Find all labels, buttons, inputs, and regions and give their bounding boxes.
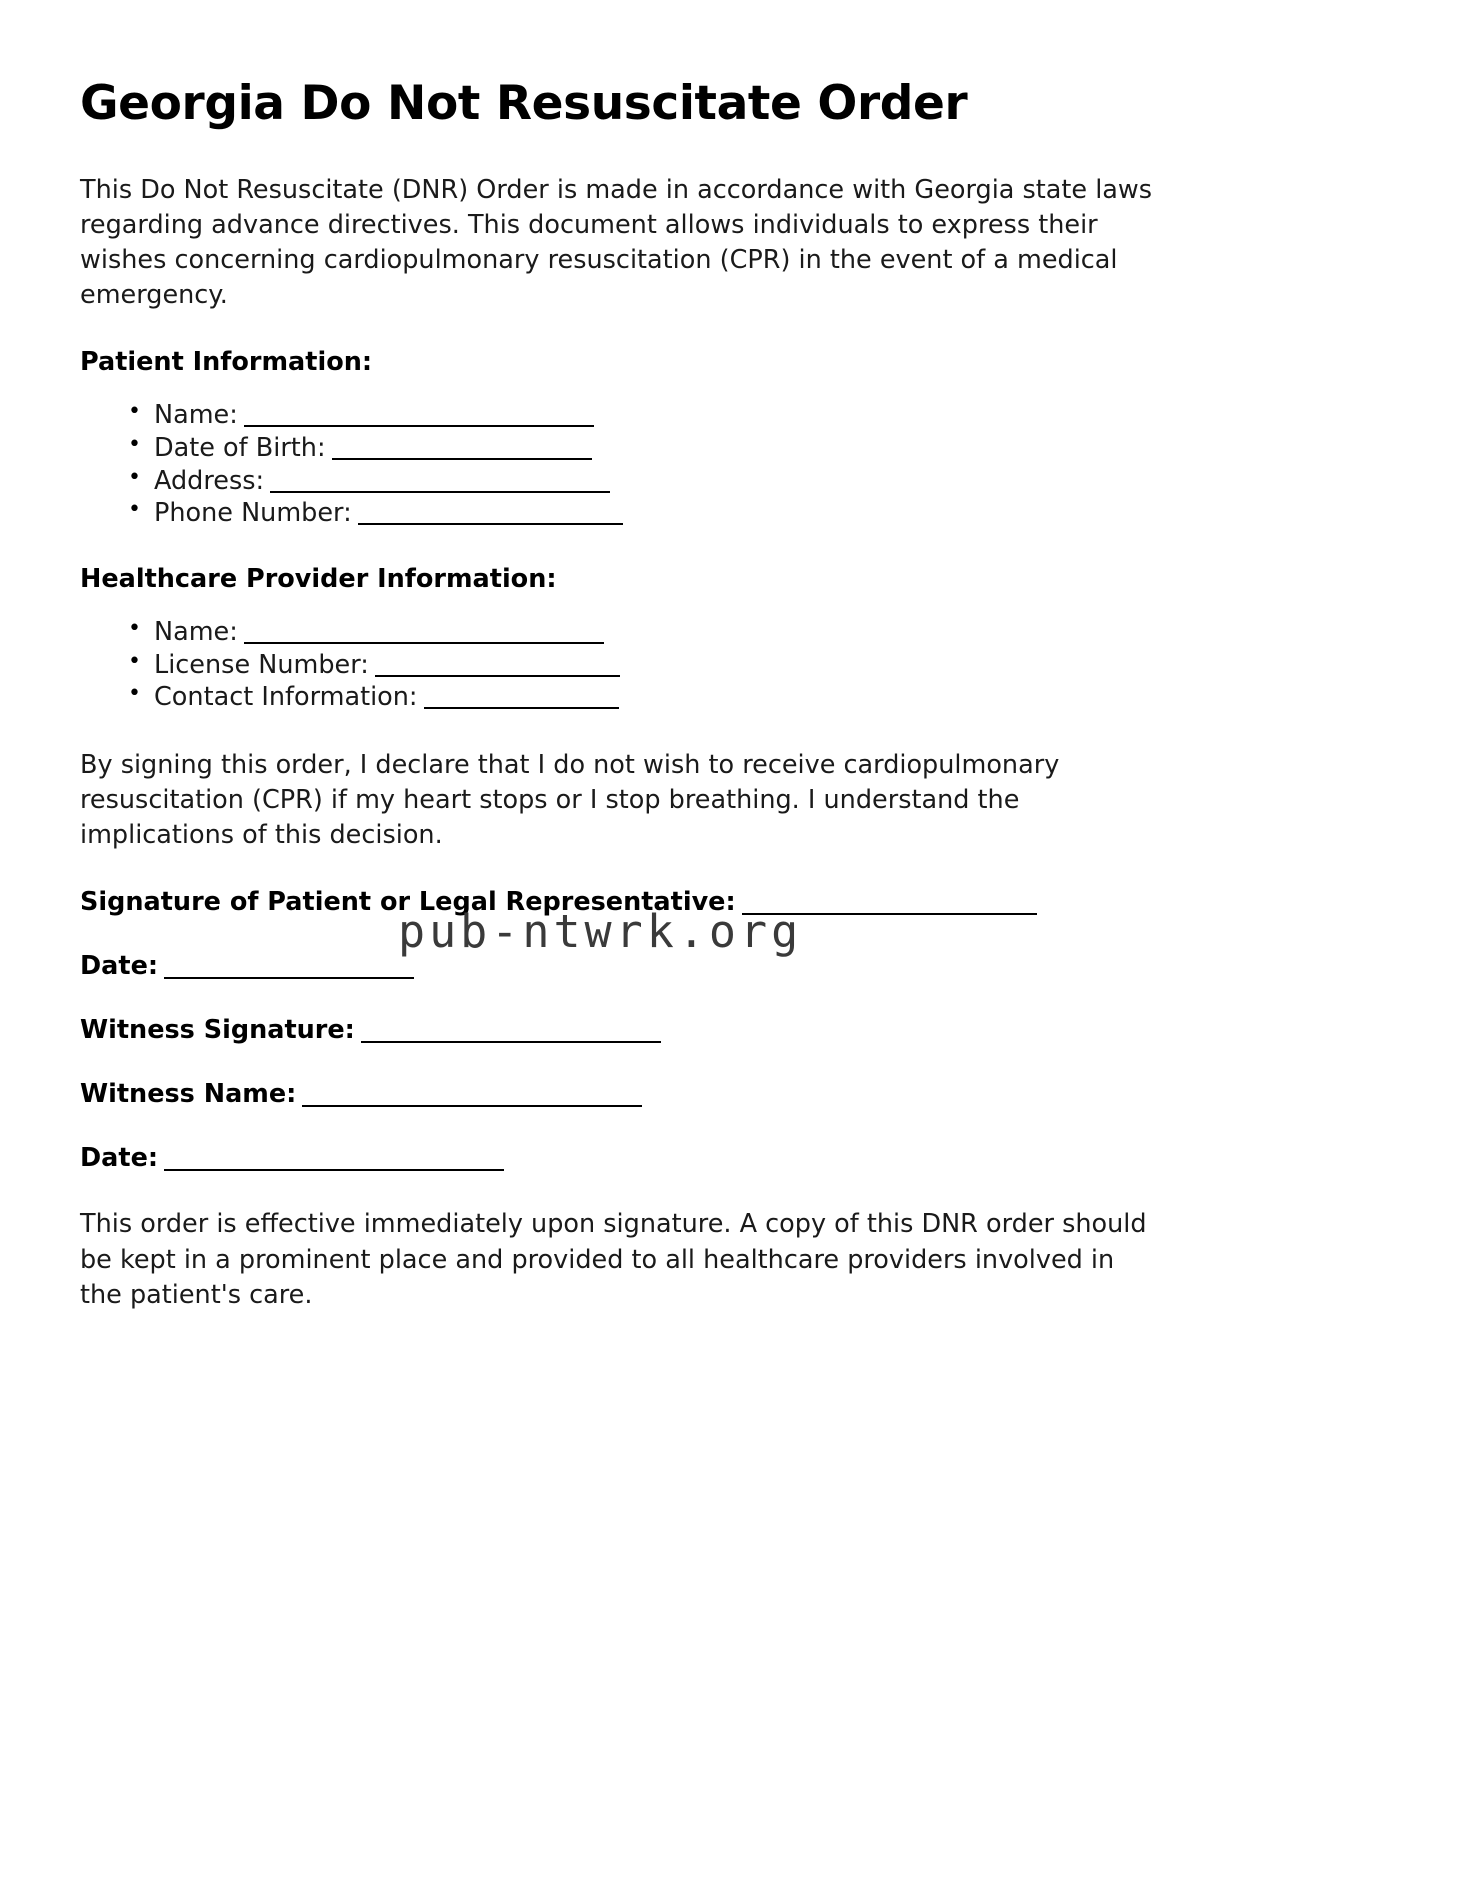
witness-date-row — [80, 1143, 1384, 1173]
closing-paragraph: This order is effective immediately upon signature. A copy of this DNR order should be kept in a prominent place and provided to all healthcare providers involved in the patient's care. — [80, 1209, 1147, 1310]
field-label: Name: — [154, 400, 238, 431]
signature-patient-label: Signature of Patient or Legal Representative: — [80, 887, 736, 918]
fill-line[interactable] — [244, 642, 604, 644]
list-item — [124, 649, 1384, 682]
list-item — [124, 616, 1384, 649]
field-label: Name: — [154, 616, 238, 647]
healthcare-provider-fields — [80, 616, 1384, 714]
field-label: Phone Number: — [154, 498, 352, 529]
declaration-paragraph: By signing this order, I declare that I do not wish to receive cardiopulmonary resuscitation (CPR) if my heart stops or I stop breathing. I understand the implications of this decision. — [80, 749, 1060, 851]
witness-date-line[interactable] — [164, 1169, 504, 1171]
field-label: Contact Information: — [154, 682, 418, 713]
list-item — [124, 681, 1384, 714]
signature-date-label: Date: — [80, 951, 159, 982]
page-title: Georgia Do Not Resuscitate Order — [80, 76, 968, 131]
field-label: Address: — [154, 465, 265, 496]
witness-name-row — [80, 1079, 1384, 1109]
list-item — [124, 399, 1384, 432]
patient-information-heading: Patient Information: — [80, 347, 373, 378]
signature-patient-line[interactable] — [742, 913, 1037, 915]
watermark-text: pub-ntwrk.org — [398, 905, 803, 958]
signature-date-row — [80, 951, 1384, 981]
witness-date-label: Date: — [80, 1143, 159, 1174]
witness-signature-label: Witness Signature: — [80, 1015, 355, 1046]
field-label: License Number: — [154, 649, 369, 680]
signature-date-line[interactable] — [164, 977, 414, 979]
list-item — [124, 432, 1384, 465]
witness-signature-row — [80, 1015, 1384, 1045]
fill-line[interactable] — [424, 707, 619, 709]
witness-name-label: Witness Name: — [80, 1079, 297, 1110]
intro-paragraph: This Do Not Resuscitate (DNR) Order is made in accordance with Georgia state laws regarding advance directives. This document allows individuals to express their wishes concerning cardiopulmonary resuscitation (CPR) in the event of a medical emergency. — [80, 174, 1153, 311]
witness-signature-line[interactable] — [361, 1041, 661, 1043]
witness-name-line[interactable] — [302, 1105, 642, 1107]
healthcare-provider-information-heading: Healthcare Provider Information: — [80, 563, 557, 594]
signature-patient-row — [80, 887, 1384, 917]
fill-line[interactable] — [244, 425, 594, 427]
fill-line[interactable] — [358, 523, 623, 525]
field-label: Date of Birth: — [154, 433, 326, 463]
patient-information-fields — [80, 399, 1384, 530]
fill-line[interactable] — [332, 458, 592, 460]
list-item — [124, 497, 1384, 530]
fill-line[interactable] — [375, 675, 620, 677]
fill-line[interactable] — [270, 491, 610, 493]
list-item — [124, 465, 1384, 498]
